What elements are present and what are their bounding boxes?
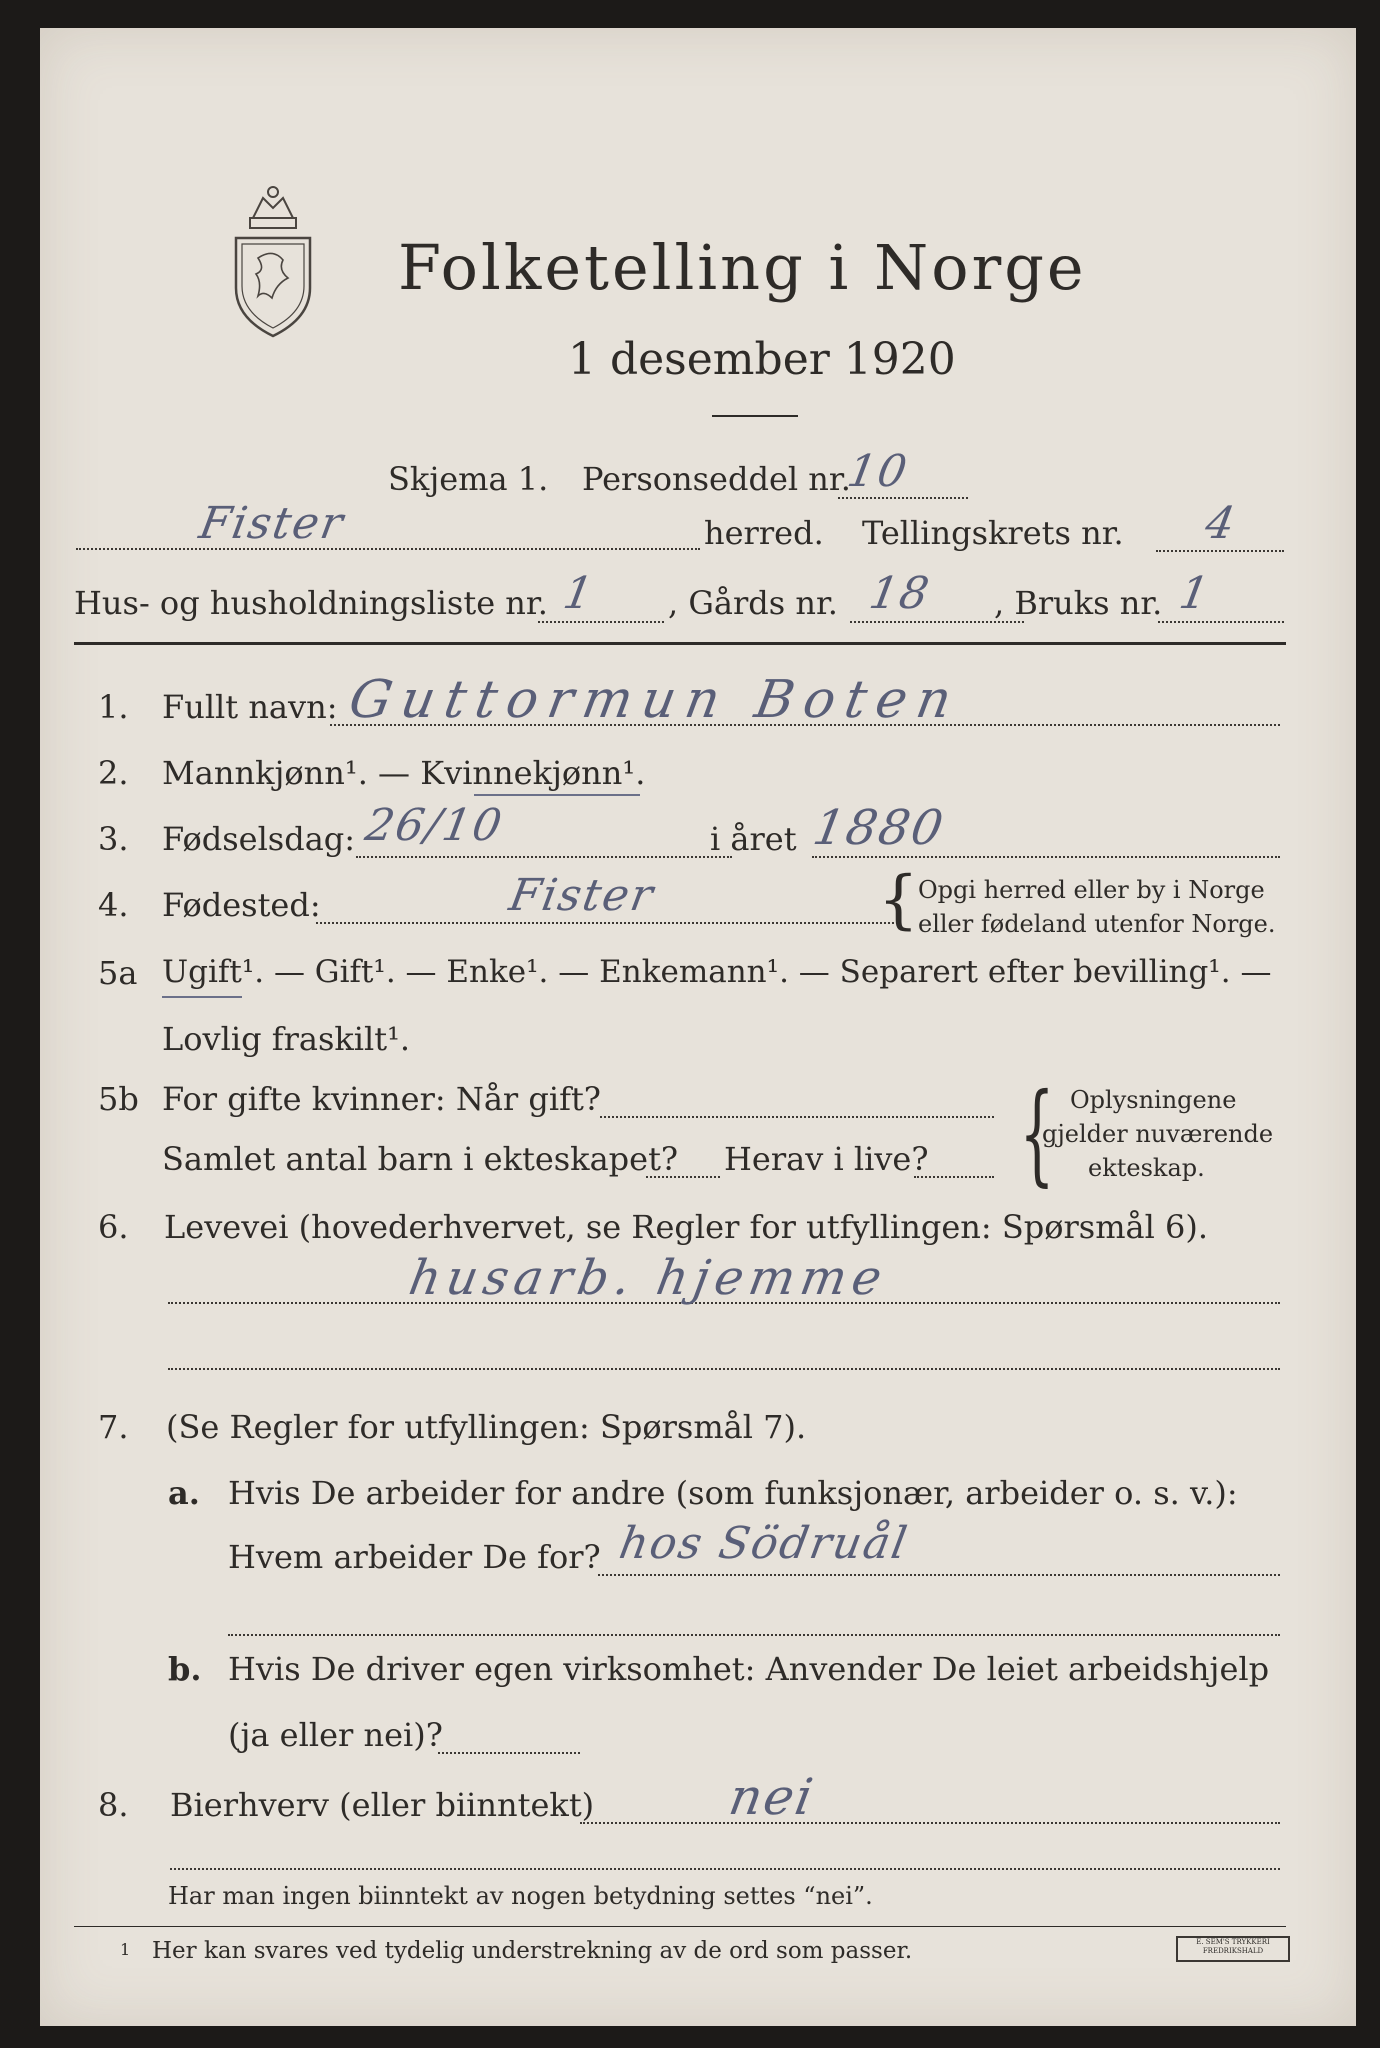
gards-value: 18 [865,568,935,619]
q6-text: Levevei (hovederhvervet, se Regler for utfyllingen: Spørsmål 6). [164,1208,1209,1246]
q4-line [316,922,898,924]
q8-value: nei [724,1768,819,1826]
header-divider [74,642,1286,645]
q4-note-1: Opgi herred eller by i Norge [918,876,1265,904]
census-form [40,28,1356,2026]
q5b-note-2: gjelder nuværende [1042,1120,1274,1148]
q4-value: Fister [505,870,659,921]
q3-line [356,856,732,858]
q3-number: 3. [98,820,129,858]
q7b-label: (ja eller nei)? [228,1716,443,1754]
q3-label: Fødselsdag: [162,820,356,858]
q1-value: Guttormun Boten [344,670,966,730]
q7a-value: hos Södruål [615,1518,913,1569]
q1-label: Fullt navn: [162,688,338,726]
q1-number: 1. [98,688,129,726]
q2-underline-kvinnekjonn [474,794,640,796]
title-divider [712,415,798,417]
q8-line-1 [580,1822,1280,1824]
q4-label: Fødested: [162,886,321,924]
footnote-text: Her kan svares ved tydelig understrekning av de ord som passer. [152,1938,913,1964]
q6-line-2 [168,1368,1280,1370]
footnote-divider [74,1926,1286,1927]
q5b-note-3: ekteskap. [1088,1154,1205,1182]
personseddel-line [838,497,968,499]
q7a-line-1 [598,1574,1280,1576]
q5b-label-3: Herav i live? [724,1140,929,1178]
q7a-text: Hvis De arbeider for andre (som funksjonær, arbeider o. s. v.): [228,1474,1238,1512]
form-title: Folketelling i Norge [398,231,1087,304]
hus-value: 1 [559,568,599,619]
q4-brace: { [878,863,919,937]
q4-note-2: eller fødeland utenfor Norge. [918,910,1276,938]
q6-value: husarb. hjemme [405,1250,892,1306]
q5b-when-line [600,1116,994,1118]
footnote-number: 1 [120,1940,131,1959]
q7-text: (Se Regler for utfyllingen: Spørsmål 7). [166,1408,807,1446]
q8-label: Bierhverv (eller biinntekt) [170,1786,595,1824]
printer-name: E. SEM'S TRYKKERI [1196,1938,1270,1946]
q7a-label: Hvem arbeider De for? [228,1538,601,1576]
q8-number: 8. [98,1786,129,1824]
q7b-text: Hvis De driver egen virksomhet: Anvender De leiet arbeidshjelp [228,1650,1270,1688]
q3-year-label: i året [710,820,797,858]
q5b-alive-line [914,1176,994,1178]
q2-number: 2. [98,754,129,792]
herred-line [76,548,700,550]
q6-number: 6. [98,1208,129,1246]
q5b-label-1: For gifte kvinner: Når gift? [162,1080,601,1118]
skjema-label: Skjema 1. [388,460,549,498]
bruks-value: 1 [1175,568,1215,619]
q5b-label-2: Samlet antal barn i ekteskapet? [162,1140,679,1178]
q7a-line-2 [228,1634,1280,1636]
coat-of-arms-icon [228,178,318,338]
q5b-brace: { [1019,1069,1055,1197]
tellingskrets-value: 4 [1201,498,1241,549]
personseddel-value: 10 [843,446,913,497]
herred-value: Fister [195,498,349,549]
q2-text: Mannkjønn¹. — Kvinnekjønn¹. [162,754,646,792]
q3-year-value: 1880 [809,800,950,856]
q5a-text: Ugift¹. — Gift¹. — Enke¹. — Enkemann¹. — Separert efter bevilling¹. — [162,954,1272,990]
q7b-line [438,1752,580,1754]
q5b-children-line [646,1176,720,1178]
q7-number: 7. [98,1408,129,1446]
q8-line-2 [170,1868,1280,1870]
hus-label: Hus- og husholdningsliste nr. [74,584,548,622]
q5a-text-2: Lovlig fraskilt¹. [162,1020,411,1058]
nei-note: Har man ingen biinntekt av nogen betydning settes “nei”. [168,1882,873,1910]
q5b-number: 5b [98,1080,139,1118]
tellingskrets-line [1156,550,1284,552]
q5a-number: 5a [98,954,138,992]
q7a-letter: a. [168,1474,200,1512]
hus-line [538,621,664,623]
q4-number: 4. [98,886,129,924]
herred-label: herred. [704,514,824,552]
form-date: 1 desember 1920 [568,334,956,385]
gards-label: , Gårds nr. [668,584,838,622]
q5b-note-1: Oplysningene [1070,1086,1237,1114]
tellingskrets-label: Tellingskrets nr. [862,514,1124,552]
printer-city: FREDRIKSHALD [1202,1947,1264,1955]
personseddel-label: Personseddel nr. [582,460,851,498]
q3-value: 26/10 [361,800,508,851]
bruks-line [1158,621,1284,623]
printer-stamp [1176,1936,1290,1962]
q3-year-line [812,856,1280,858]
q7b-letter: b. [168,1650,202,1688]
q5a-underline-ugift [162,996,242,998]
bruks-label: , Bruks nr. [994,584,1163,622]
